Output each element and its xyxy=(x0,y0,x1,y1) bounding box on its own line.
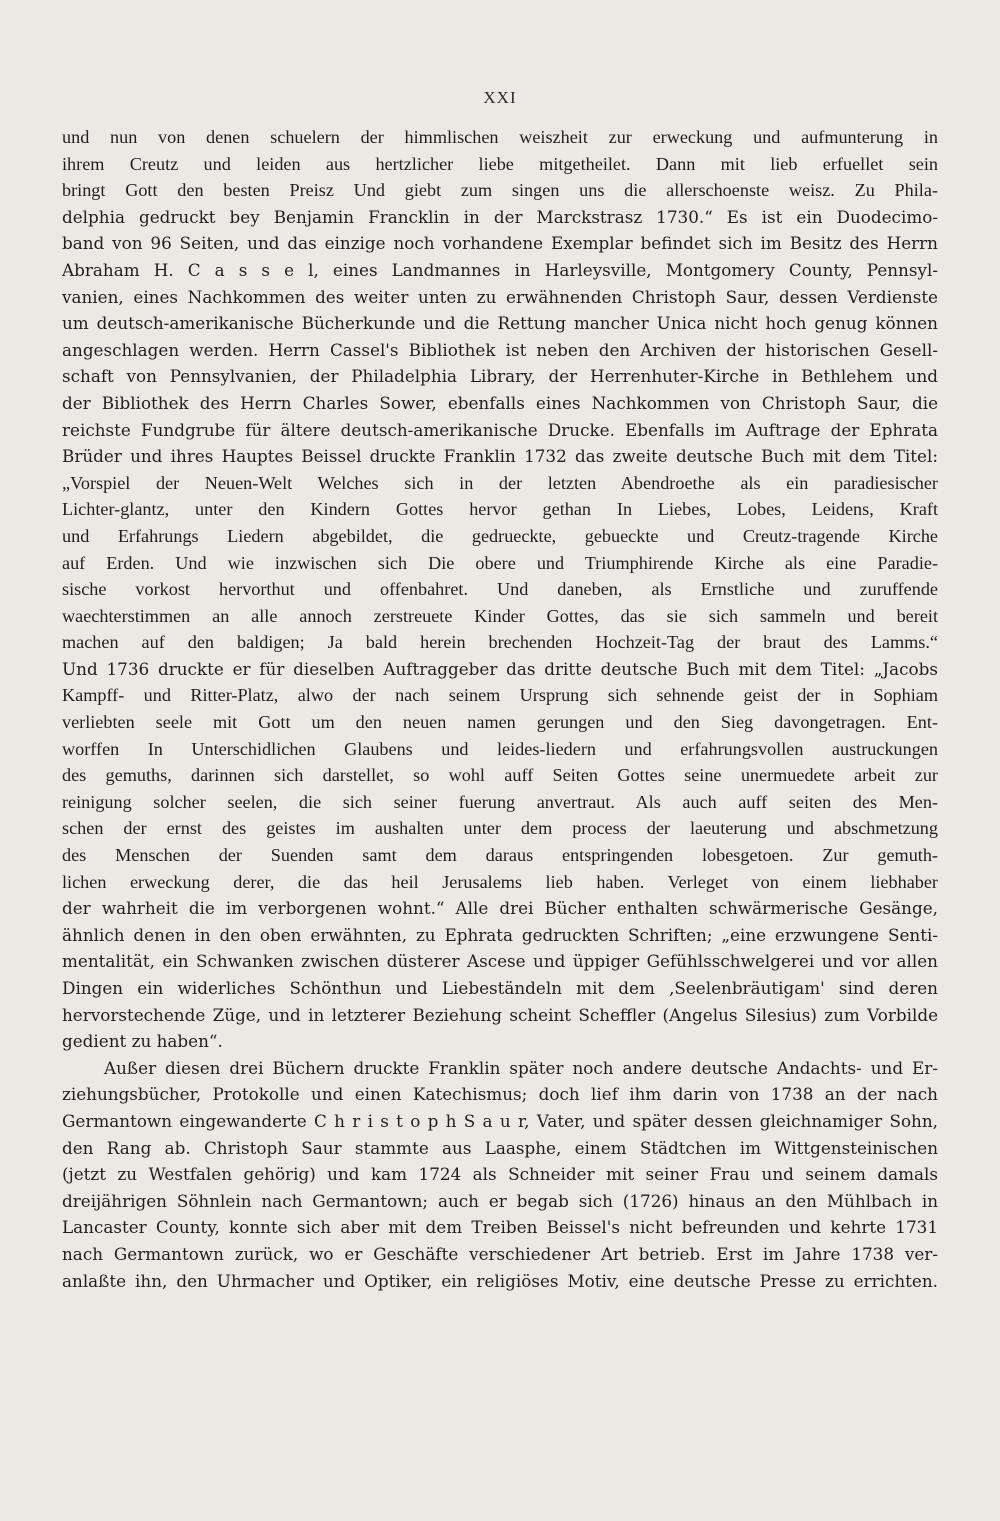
text-line: Germantown eingewanderte C h r i s t o p h S a u r, Vater, und später dessen gleichnamiger Sohn, xyxy=(62,1110,938,1131)
text-line: den Rang ab. Christoph Saur stammte aus Laasphe, einem Städtchen im Wittgensteinischen xyxy=(62,1137,938,1158)
text-line: machen auf den baldigen; Ja bald herein brechenden Hochzeit-Tag der braut des Lamms.“ xyxy=(62,632,938,653)
text-line: reinigung solcher seelen, die sich seiner fuerung anvertraut. Als auch auff seiten des Men- xyxy=(62,791,938,812)
text-line: auf Erden. Und wie inzwischen sich Die obere und Triumphirende Kirche als eine Paradie- xyxy=(62,552,938,573)
text-line: des gemuths, darinnen sich darstellet, so wohl auff Seiten Gottes seine unermuedete arbeit zur xyxy=(62,765,938,786)
text-line: der Bibliothek des Herrn Charles Sower, ebenfalls eines Nachkommen von Christoph Saur, die xyxy=(62,392,938,413)
text-line: ziehungsbücher, Protokolle und einen Katechismus; doch lief ihm darin von 1738 an der nach xyxy=(62,1084,938,1105)
text-line: nach Germantown zurück, wo er Geschäfte verschiedener Art betrieb. Erst im Jahre 1738 ver- xyxy=(62,1243,938,1264)
text-line: um deutsch-amerikanische Bücherkunde und die Rettung mancher Unica nicht hoch genug können xyxy=(62,313,938,334)
text-line: mentalität, ein Schwanken zwischen düsterer Ascese und üppiger Gefühlsschwelgerei und vor allen xyxy=(62,951,938,972)
text-line: bringt Gott den besten Preisz Und giebt zum singen uns die allerschoenste weisz. Zu Phila- xyxy=(62,180,938,201)
text-line: verliebten seele mit Gott um den neuen namen gerungen und den Sieg davongetragen. Ent- xyxy=(62,712,938,733)
text-line: und Erfahrungs Liedern abgebildet, die gedrueckte, gebueckte und Creutz-tragende Kirche xyxy=(62,525,938,546)
text-line: worffen In Unterschidlichen Glaubens und leides-liedern und erfahrungsvollen austruckungen xyxy=(62,738,938,759)
text-line: Dingen ein widerliches Schönthun und Liebeständeln mit dem ‚Seelenbräutigam' sind deren xyxy=(62,978,938,998)
text-line: der wahrheit die im verborgenen wohnt.“ Alle drei Bücher enthalten schwärmerische Gesänge, xyxy=(62,898,938,919)
text-line: hervorstechende Züge, und in letzterer Beziehung scheint Scheffler (Angelus Silesius) zum Vorbilde xyxy=(62,1004,938,1025)
text-line: delphia gedruckt bey Benjamin Francklin in der Marckstrasz 1730.“ Es ist ein Duodecimo- xyxy=(62,206,938,227)
text-line: schaft von Pennsylvanien, der Philadelphia Library, der Herrenhuter-Kirche in Bethlehem und xyxy=(62,366,938,387)
text-line: Außer diesen drei Büchern druckte Franklin später noch andere deutsche Andachts- und Er- xyxy=(104,1057,938,1078)
text-line: „Vorspiel der Neuen-Welt Welches sich in der letzten Abendroethe als ein paradiesischer xyxy=(62,472,938,493)
text-line: ihrem Creutz und leiden aus hertzlicher liebe mitgetheilet. Dann mit lieb erfuellet sein xyxy=(62,153,938,174)
text-line: sische vorkost hervorthut und offenbahret. Und daneben, als Ernstliche und zuruffende xyxy=(62,579,938,600)
page-number: XXI xyxy=(483,88,517,107)
text-line: schen der ernst des geistes im aushalten unter dem process der laeuterung und abschmetzung xyxy=(62,818,938,839)
text-line: Lancaster County, konnte sich aber mit dem Treiben Beissel's nicht befreunden und kehrte 1731 xyxy=(62,1217,938,1238)
text-line: reichste Fundgrube für ältere deutsch-amerikanische Drucke. Ebenfalls im Auftrage der Ephrata xyxy=(62,419,938,440)
text-line: angeschlagen werden. Herrn Cassel's Bibliothek ist neben den Archiven der historischen Gesell- xyxy=(62,339,938,360)
text-line: dreijährigen Söhnlein nach Germantown; auch er begab sich (1726) hinaus an den Mühlbach in xyxy=(62,1190,938,1211)
text-line: ähnlich denen in den oben erwähnten, zu Ephrata gedruckten Schriften; „eine erzwungene Senti- xyxy=(62,924,938,945)
text-line: (jetzt zu Westfalen gehörig) und kam 1724 als Schneider mit seiner Frau und seinem damals xyxy=(62,1164,938,1185)
text-line: anlaßte ihn, den Uhrmacher und Optiker, ein religiöses Motiv, eine deutsche Presse zu errichten. xyxy=(62,1270,938,1291)
text-line: Lichter-glantz, unter den Kindern Gottes hervor gethan In Liebes, Lobes, Leidens, Kraft xyxy=(62,499,938,520)
text-line: Kampff- und Ritter-Platz, alwo der nach seinem Ursprung sich sehnende geist der in Sophiam xyxy=(62,685,938,706)
text-line: band von 96 Seiten, und das einzige noch vorhandene Exemplar befindet sich im Besitz des Herrn xyxy=(62,233,938,254)
text-line: waechterstimmen an alle annoch zerstreuete Kinder Gottes, das sie sich sammeln und bereit xyxy=(62,605,938,626)
text-line: Brüder und ihres Hauptes Beissel druckte Franklin 1732 das zweite deutsche Buch mit dem Titel: xyxy=(62,446,938,467)
text-line: Abraham H. C a s s e l, eines Landmannes in Harleysville, Montgomery County, Pennsyl- xyxy=(62,259,938,280)
text-line: des Menschen der Suenden samt dem daraus entspringenden lobesgetoen. Zur gemuth- xyxy=(62,845,938,866)
text-line: lichen erweckung derer, die das heil Jerusalems lieb haben. Verleget von einem liebhaber xyxy=(62,871,938,892)
body-text xyxy=(62,124,938,1294)
text-line: vanien, eines Nachkommen des weiter unten zu erwähnenden Christoph Saur, dessen Verdienste xyxy=(62,286,938,307)
text-line: und nun von denen schuelern der himmlischen weiszheit zur erweckung und aufmunterung in xyxy=(62,127,938,147)
text-line: Und 1736 druckte er für dieselben Auftraggeber das dritte deutsche Buch mit dem Titel: „Jacobs xyxy=(62,658,938,679)
text-line: gedient zu haben“. xyxy=(62,1031,223,1052)
